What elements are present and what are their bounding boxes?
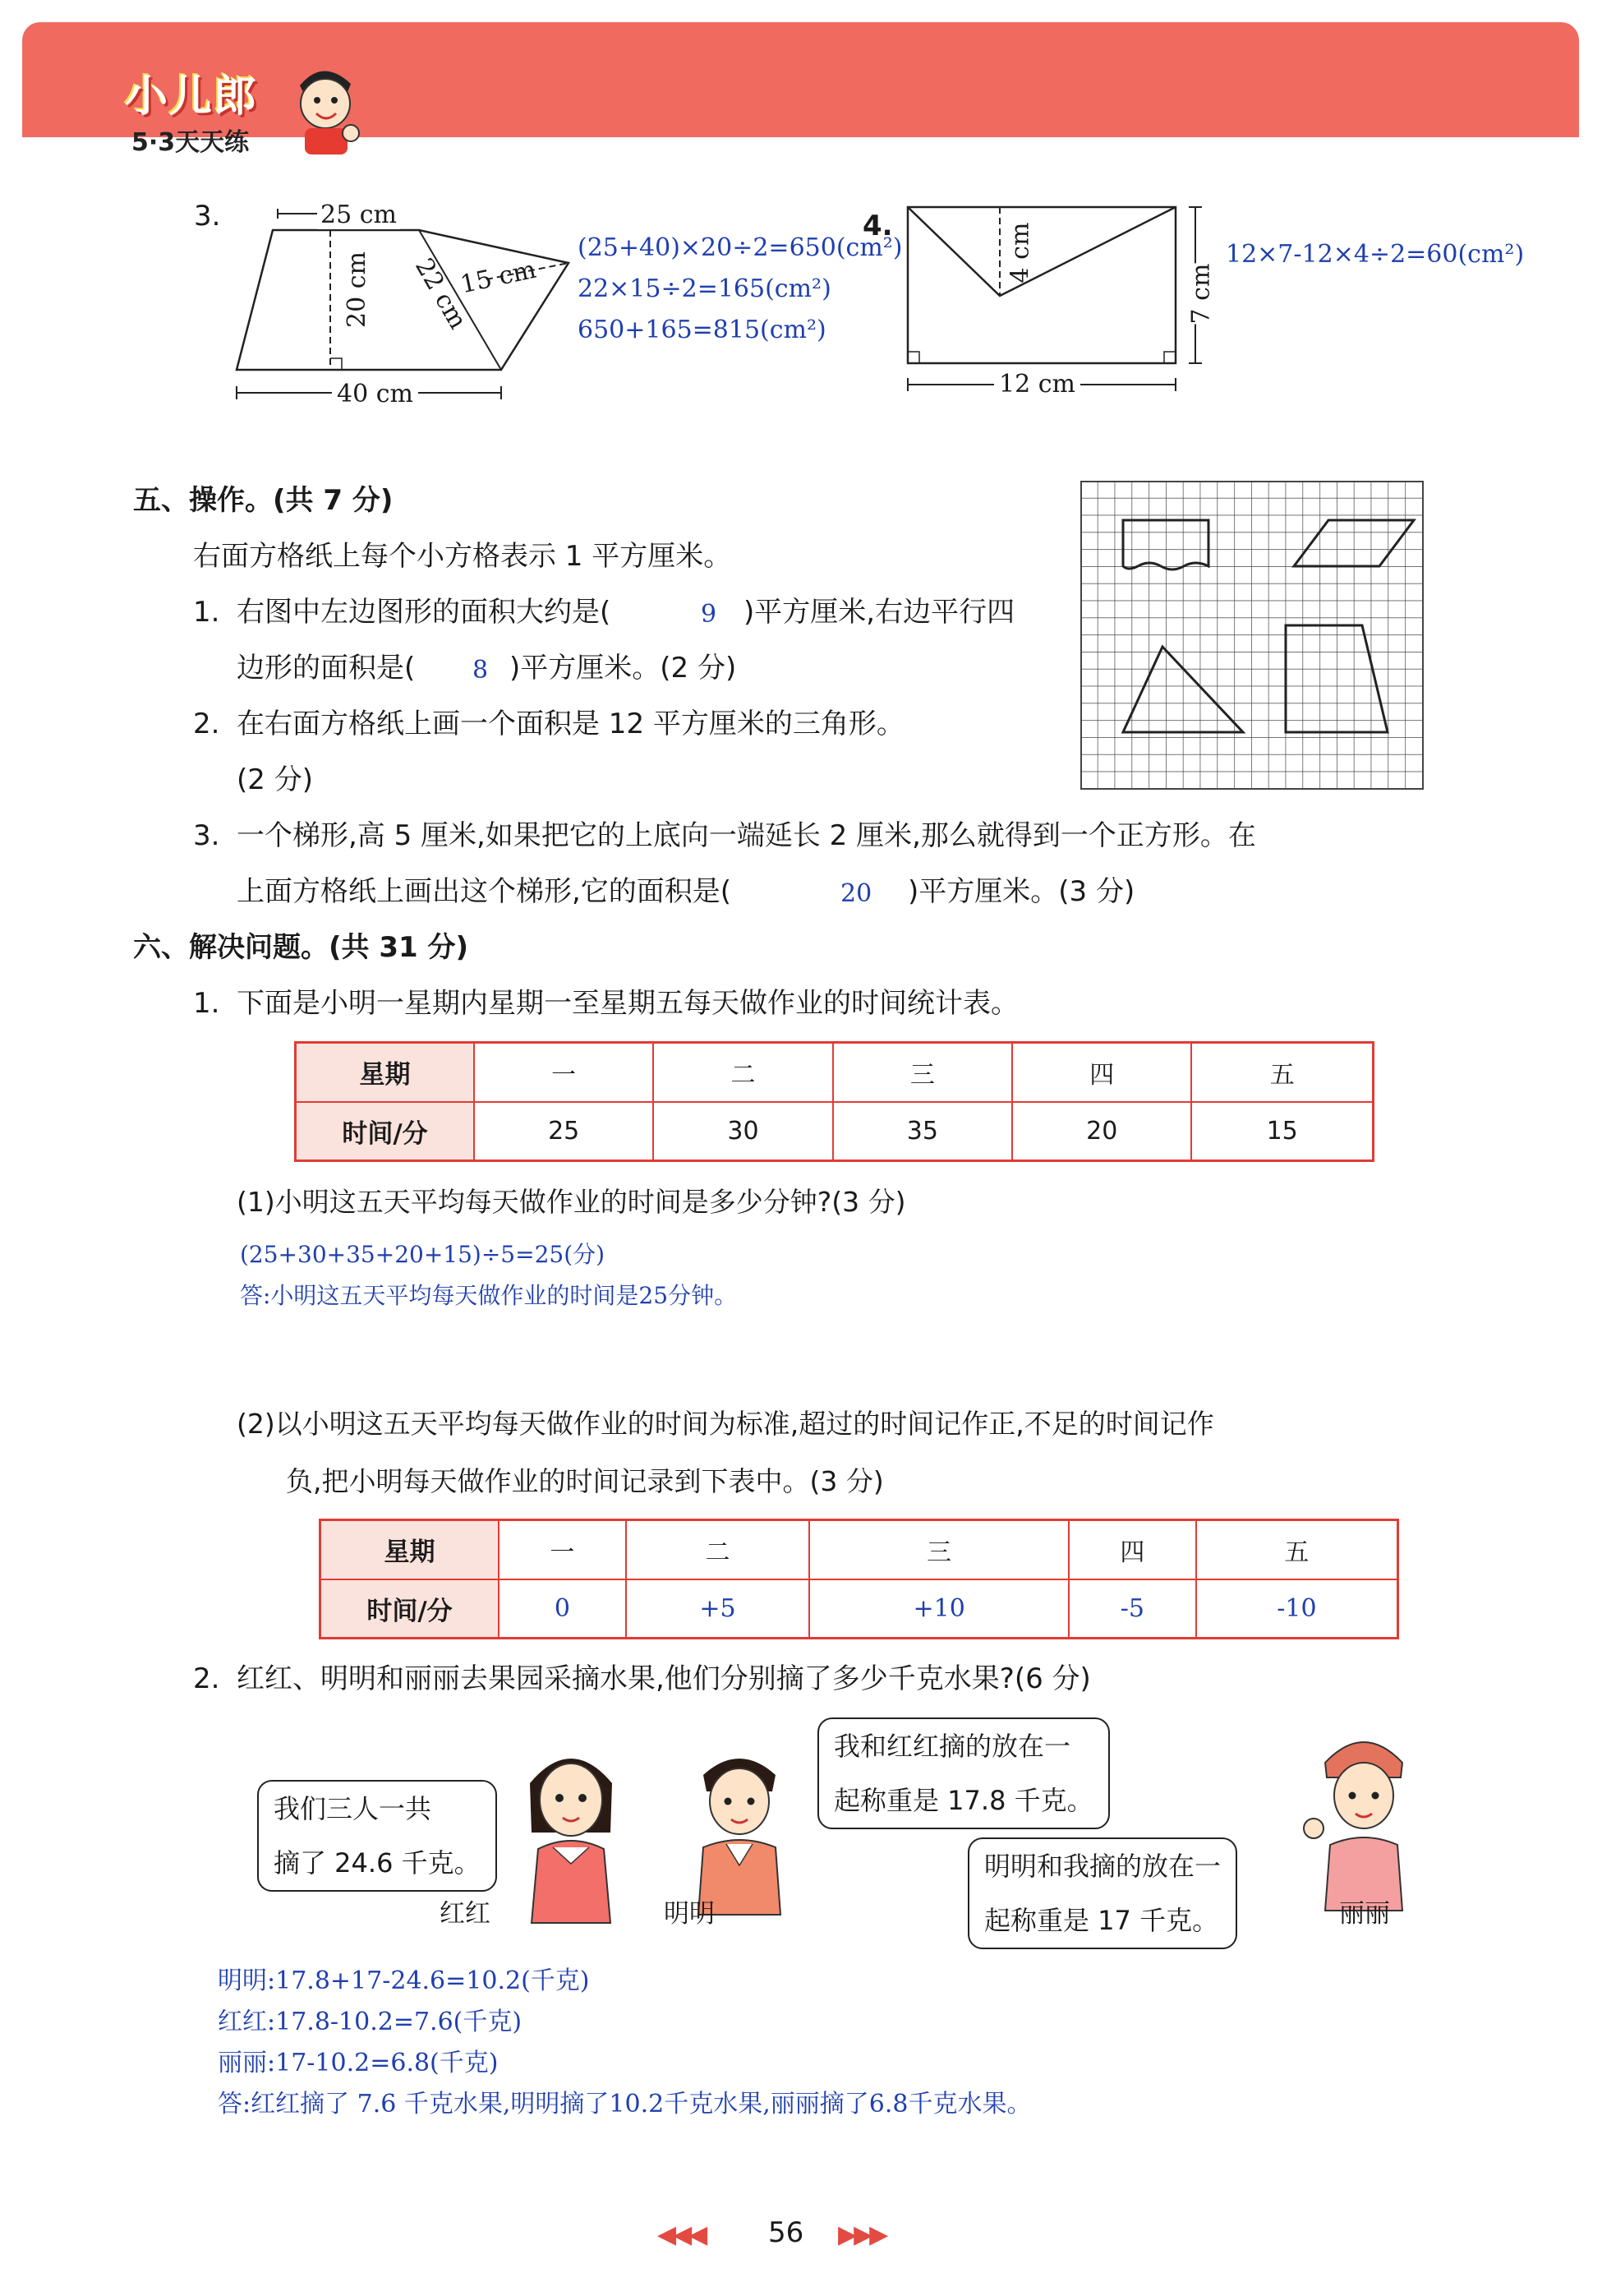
bubble-line: 我和红红摘的放在一: [834, 1731, 1071, 1762]
bubble-line: 起称重是 17.8 千克。: [834, 1785, 1093, 1816]
table2-answer-cell: -10: [1196, 1579, 1398, 1639]
table2-day-cell: 三: [809, 1520, 1069, 1579]
q3-slant-dim: 22 cm: [409, 253, 472, 334]
table2-answer-cell: 0: [499, 1579, 626, 1639]
q4-height-dim: 7 cm: [1186, 263, 1216, 325]
q2-answer-mingming: 明明:17.8+17-24.6=10.2(千克): [218, 1966, 590, 1995]
girl-honghong-illustration: [513, 1734, 628, 1931]
q4-notch-dim: 4 cm: [1006, 222, 1035, 284]
s5-q1-answer1: 9: [701, 600, 717, 629]
brand-series: 5·3天天练: [131, 128, 250, 157]
table2-answer-cell: -5: [1069, 1579, 1196, 1639]
q3-bottom-dim: 40 cm: [332, 380, 418, 408]
q2-final-answer: 答:红红摘了 7.6 千克水果,明明摘了10.2千克水果,丽丽摘了6.8千克水果。: [218, 2090, 1032, 2118]
q3-height-dim: 20 cm: [342, 251, 371, 328]
q4-number: 4.: [863, 210, 893, 242]
q3-answer-line1: (25+40)×20÷2=650(cm²): [578, 233, 903, 262]
table2-day-cell: 一: [499, 1520, 626, 1579]
section6-title: 六、解决问题。(共 31 分): [133, 931, 469, 964]
grid-paper: [1080, 481, 1429, 797]
q3-answer-line2: 22×15÷2=165(cm²): [578, 274, 831, 303]
s6-q1-number: 1.: [193, 987, 220, 1020]
prev-page-arrows-icon: ◀◀◀: [657, 2220, 705, 2249]
table1-time-cell: 15: [1191, 1102, 1373, 1161]
s5-q3-text-b: 上面方格纸上画出这个梯形,它的面积是(: [237, 875, 732, 908]
homework-time-table: [294, 1041, 1374, 1162]
table2-answer-cell: +10: [809, 1579, 1069, 1639]
name-label-mingming: 明明: [664, 1899, 715, 1929]
s5-q2-text-a: 在右面方格纸上画一个面积是 12 平方厘米的三角形。: [237, 708, 905, 740]
s6-p2-text-a: (2)以小明这五天平均每天做作业的时间为标准,超过的时间记作正,不足的时间记作: [237, 1408, 1214, 1440]
table1-day-cell: 五: [1191, 1043, 1373, 1102]
q2-answer-lili: 丽丽:17-10.2=6.8(千克): [218, 2049, 499, 2077]
name-label-lili: 丽丽: [1339, 1899, 1390, 1929]
brand-logo: 小儿郎: [125, 72, 259, 122]
s5-q3-number: 3.: [193, 819, 220, 852]
name-label-honghong: 红红: [440, 1899, 490, 1929]
q3-number: 3.: [194, 200, 221, 233]
girl-lili-illustration: [1302, 1713, 1425, 1919]
table2-day-cell: 五: [1196, 1520, 1398, 1579]
bubble-line: 明明和我摘的放在一: [984, 1851, 1222, 1882]
q4-width-dim: 12 cm: [994, 370, 1080, 399]
s5-q3-text-a: 一个梯形,高 5 厘米,如果把它的上底向一端延长 2 厘米,那么就得到一个正方形。在: [237, 819, 1256, 852]
s5-q2-number: 2.: [193, 708, 220, 740]
boy-mingming-illustration: [674, 1734, 805, 1923]
s6-p1-question: (1)小明这五天平均每天做作业的时间是多少分钟?(3 分): [237, 1186, 906, 1218]
s5-q1-text-b: )平方厘米,右边平行四: [743, 596, 1015, 629]
s5-q1-text-d: )平方厘米。(2 分): [509, 652, 737, 685]
bubble-line: 摘了 24.6 千克。: [274, 1847, 481, 1879]
speech-bubble-honghong: [257, 1780, 497, 1892]
table2-answer-cell: +5: [626, 1579, 810, 1639]
homework-difference-table: [319, 1519, 1399, 1639]
table2-day-cell: 二: [626, 1520, 810, 1579]
table1-time-cell: 25: [474, 1102, 653, 1161]
s5-q2-text-b: (2 分): [237, 763, 313, 796]
table2-header-time: 时间/分: [320, 1579, 499, 1639]
s6-p1-calculation: (25+30+35+20+15)÷5=25(分): [240, 1241, 605, 1268]
s6-p2-text-b: 负,把小明每天做作业的时间记录到下表中。(3 分): [286, 1465, 884, 1497]
bubble-line: 我们三人一共: [274, 1793, 432, 1824]
table1-day-cell: 一: [474, 1043, 653, 1102]
table1-day-cell: 三: [833, 1043, 1012, 1102]
table1-header-time: 时间/分: [296, 1102, 475, 1161]
s5-q1-number: 1.: [193, 596, 220, 629]
table1-day-cell: 二: [653, 1043, 832, 1102]
s6-p1-answer: 答:小明这五天平均每天做作业的时间是25分钟。: [240, 1282, 738, 1309]
section5-title: 五、操作。(共 7 分): [133, 484, 394, 517]
s5-q1-text-c: 边形的面积是(: [237, 652, 416, 685]
s5-q3-text-c: )平方厘米。(3 分): [908, 875, 1135, 908]
mascot-boy-icon: [283, 51, 366, 158]
s6-q2-text: 红红、明明和丽丽去果园采摘水果,他们分别摘了多少千克水果?(6 分): [237, 1662, 1091, 1695]
bubble-line: 起称重是 17 千克。: [984, 1905, 1219, 1936]
page-number: 56: [768, 2216, 804, 2249]
table2-day-cell: 四: [1069, 1520, 1196, 1579]
s5-q3-answer: 20: [840, 879, 872, 908]
q3-top-dim: 25 cm: [317, 201, 400, 229]
q4-answer: 12×7-12×4÷2=60(cm²): [1226, 240, 1525, 269]
table2-header-day: 星期: [320, 1520, 499, 1579]
table1-time-cell: 30: [653, 1102, 832, 1161]
table1-time-cell: 35: [833, 1102, 1012, 1161]
next-page-arrows-icon: ▶▶▶: [838, 2220, 886, 2249]
table1-day-cell: 四: [1012, 1043, 1191, 1102]
q3-tri-height-dim: 15 cm: [458, 255, 539, 300]
s5-q1-answer2: 8: [472, 656, 489, 685]
speech-bubble-lili: [968, 1837, 1237, 1949]
s6-q2-number: 2.: [193, 1662, 220, 1695]
q3-answer-line3: 650+165=815(cm²): [578, 316, 826, 344]
s6-q1-text: 下面是小明一星期内星期一至星期五每天做作业的时间统计表。: [237, 987, 1019, 1020]
q4-figure: [900, 197, 1212, 394]
speech-bubble-mingming: [817, 1717, 1110, 1829]
q2-answer-honghong: 红红:17.8-10.2=7.6(千克): [218, 2008, 522, 2036]
s5-intro: 右面方格纸上每个小方格表示 1 平方厘米。: [193, 540, 732, 573]
table1-header-day: 星期: [296, 1043, 475, 1102]
s5-q1-text-a: 右图中左边图形的面积大约是(: [237, 596, 611, 629]
table1-time-cell: 20: [1012, 1102, 1191, 1161]
q3-figure: [222, 197, 583, 411]
